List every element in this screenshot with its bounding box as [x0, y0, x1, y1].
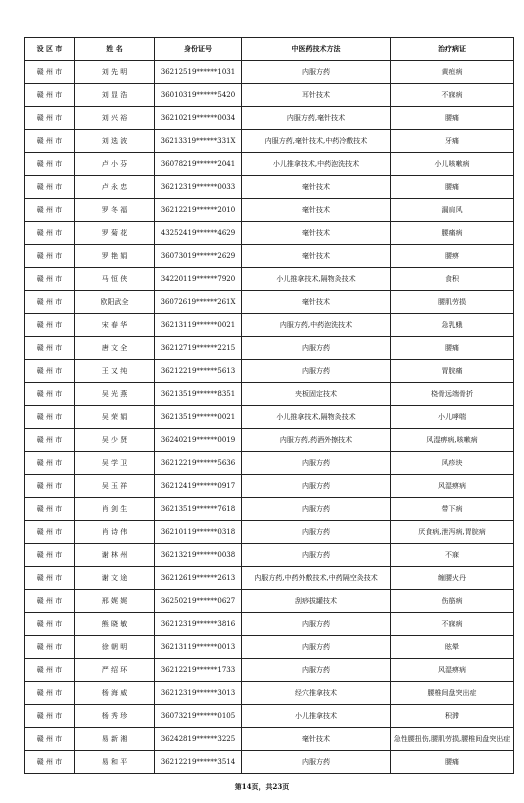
- cell-treated-condition: 腰肌劳损: [391, 291, 514, 314]
- cell-id-number: 36212219******1733: [155, 659, 242, 682]
- cell-treated-condition: 缠腰火丹: [391, 567, 514, 590]
- cell-city: 赣 州 市: [25, 429, 75, 452]
- table-row: [25, 590, 514, 613]
- cell-id-number: 36212519******1031: [155, 61, 242, 84]
- table-row: [25, 728, 514, 751]
- table-row: [25, 406, 514, 429]
- cell-id-number: 34220119******7920: [155, 268, 242, 291]
- cell-city: 赣 州 市: [25, 590, 75, 613]
- cell-tcm-technique: 内服方药: [242, 452, 391, 475]
- table-row: [25, 337, 514, 360]
- cell-tcm-technique: 内服方药: [242, 659, 391, 682]
- header-id-number: 身份证号: [155, 38, 242, 61]
- table-row: [25, 383, 514, 406]
- cell-name: 欧阳武全: [75, 291, 155, 314]
- cell-id-number: 36212319******0033: [155, 176, 242, 199]
- cell-city: 赣 州 市: [25, 360, 75, 383]
- cell-id-number: 36213119******0013: [155, 636, 242, 659]
- cell-id-number: 36250219******0627: [155, 590, 242, 613]
- cell-tcm-technique: 毫针技术: [242, 245, 391, 268]
- cell-name: 杨 海 威: [75, 682, 155, 705]
- cell-treated-condition: 桡骨远端骨折: [391, 383, 514, 406]
- cell-name: 熊 晓 敏: [75, 613, 155, 636]
- cell-treated-condition: 带下病: [391, 498, 514, 521]
- cell-name: 徐 朝 明: [75, 636, 155, 659]
- cell-tcm-technique: 内服方药: [242, 61, 391, 84]
- cell-name: 谢 文 途: [75, 567, 155, 590]
- cell-name: 王 又 纯: [75, 360, 155, 383]
- cell-tcm-technique: 内服方药: [242, 544, 391, 567]
- cell-tcm-technique: 刮痧拔罐技术: [242, 590, 391, 613]
- table-row: [25, 153, 514, 176]
- cell-name: 宋 春 华: [75, 314, 155, 337]
- table-row: [25, 360, 514, 383]
- cell-id-number: 36240219******0019: [155, 429, 242, 452]
- cell-name: 刘 显 浩: [75, 84, 155, 107]
- cell-tcm-technique: 毫针技术: [242, 199, 391, 222]
- cell-city: 赣 州 市: [25, 153, 75, 176]
- cell-city: 赣 州 市: [25, 751, 75, 774]
- table-row: [25, 498, 514, 521]
- cell-treated-condition: 牙痛: [391, 130, 514, 153]
- cell-id-number: 36213519******7618: [155, 498, 242, 521]
- cell-city: 赣 州 市: [25, 636, 75, 659]
- cell-tcm-technique: 内服方药,中药外敷技术,中药隔空灸技术: [242, 567, 391, 590]
- cell-name: 易 和 平: [75, 751, 155, 774]
- cell-city: 赣 州 市: [25, 613, 75, 636]
- cell-city: 赣 州 市: [25, 498, 75, 521]
- cell-treated-condition: 急乳蛾: [391, 314, 514, 337]
- cell-id-number: 36213219******0038: [155, 544, 242, 567]
- cell-city: 赣 州 市: [25, 268, 75, 291]
- cell-name: 严 绍 环: [75, 659, 155, 682]
- table-row: [25, 613, 514, 636]
- table-row: [25, 245, 514, 268]
- cell-id-number: 36212619******2613: [155, 567, 242, 590]
- cell-treated-condition: 风疹块: [391, 452, 514, 475]
- cell-id-number: 36212219******5613: [155, 360, 242, 383]
- cell-name: 罗 艳 娟: [75, 245, 155, 268]
- practitioner-table: [24, 37, 514, 774]
- header-city: 设 区 市: [25, 38, 75, 61]
- cell-city: 赣 州 市: [25, 130, 75, 153]
- cell-tcm-technique: 内服方药: [242, 337, 391, 360]
- cell-city: 赣 州 市: [25, 61, 75, 84]
- cell-id-number: 36213319******331X: [155, 130, 242, 153]
- header-name: 姓 名: [75, 38, 155, 61]
- cell-treated-condition: 不寐: [391, 544, 514, 567]
- table-row: [25, 636, 514, 659]
- cell-tcm-technique: 内服方药: [242, 751, 391, 774]
- cell-name: 马 恒 侠: [75, 268, 155, 291]
- cell-treated-condition: 急性腰扭伤,腰肌劳损,腰椎间盘突出症: [391, 728, 514, 751]
- cell-name: 吴 少 贤: [75, 429, 155, 452]
- page-number-footer: 第14页，共23页: [234, 782, 290, 791]
- cell-tcm-technique: 耳针技术: [242, 84, 391, 107]
- table-row: [25, 682, 514, 705]
- cell-tcm-technique: 内服方药: [242, 360, 391, 383]
- table-row: [25, 268, 514, 291]
- cell-treated-condition: 食积: [391, 268, 514, 291]
- cell-name: 罗 冬 福: [75, 199, 155, 222]
- cell-tcm-technique: 内服方药: [242, 613, 391, 636]
- cell-treated-condition: 腰痹: [391, 245, 514, 268]
- cell-tcm-technique: 内服方药: [242, 636, 391, 659]
- cell-tcm-technique: 小儿推拿技术,中药泡洗技术: [242, 153, 391, 176]
- cell-tcm-technique: 毫针技术: [242, 176, 391, 199]
- table-row: [25, 521, 514, 544]
- cell-treated-condition: 腰痛病: [391, 222, 514, 245]
- cell-name: 刘 选 波: [75, 130, 155, 153]
- table-row: [25, 291, 514, 314]
- cell-city: 赣 州 市: [25, 659, 75, 682]
- cell-treated-condition: 不寐病: [391, 613, 514, 636]
- cell-treated-condition: 腰痛: [391, 751, 514, 774]
- cell-id-number: 36212219******5636: [155, 452, 242, 475]
- cell-city: 赣 州 市: [25, 84, 75, 107]
- cell-tcm-technique: 毫针技术: [242, 728, 391, 751]
- cell-tcm-technique: 内服方药,中药泡洗技术: [242, 314, 391, 337]
- header-treated-condition: 治疗病证: [391, 38, 514, 61]
- cell-id-number: 36212719******2215: [155, 337, 242, 360]
- cell-treated-condition: 小儿咳嗽病: [391, 153, 514, 176]
- cell-tcm-technique: 内服方药,药酒外擦技术: [242, 429, 391, 452]
- cell-name: 卢 小 芬: [75, 153, 155, 176]
- cell-treated-condition: 厌食病,泄泻病,胃脘病: [391, 521, 514, 544]
- table-row: [25, 199, 514, 222]
- table-row: [25, 429, 514, 452]
- cell-tcm-technique: 毫针技术: [242, 222, 391, 245]
- cell-city: 赣 州 市: [25, 383, 75, 406]
- cell-treated-condition: 眩晕: [391, 636, 514, 659]
- table-row: [25, 314, 514, 337]
- table-row: [25, 130, 514, 153]
- cell-id-number: 36073219******0105: [155, 705, 242, 728]
- cell-city: 赣 州 市: [25, 475, 75, 498]
- table-header-row: [25, 38, 514, 61]
- cell-treated-condition: 风湿痹病: [391, 659, 514, 682]
- cell-id-number: 36212219******3514: [155, 751, 242, 774]
- cell-tcm-technique: 内服方药: [242, 521, 391, 544]
- table-row: [25, 84, 514, 107]
- cell-id-number: 36212419******0917: [155, 475, 242, 498]
- cell-name: 易 新 湘: [75, 728, 155, 751]
- cell-id-number: 36210119******0318: [155, 521, 242, 544]
- cell-id-number: 36073019******2629: [155, 245, 242, 268]
- cell-id-number: 36242819******3225: [155, 728, 242, 751]
- table-row: [25, 452, 514, 475]
- cell-name: 杨 秀 珍: [75, 705, 155, 728]
- cell-name: 吴 学 卫: [75, 452, 155, 475]
- table-row: [25, 475, 514, 498]
- cell-id-number: 36078219******2041: [155, 153, 242, 176]
- cell-treated-condition: 风湿痹病,咳嗽病: [391, 429, 514, 452]
- cell-name: 吴 光 燕: [75, 383, 155, 406]
- cell-id-number: 36072619******261X: [155, 291, 242, 314]
- cell-tcm-technique: 小儿推拿技术: [242, 705, 391, 728]
- cell-city: 赣 州 市: [25, 521, 75, 544]
- cell-city: 赣 州 市: [25, 452, 75, 475]
- cell-tcm-technique: 内服方药: [242, 498, 391, 521]
- table-row: [25, 107, 514, 130]
- cell-name: 肖 诗 伟: [75, 521, 155, 544]
- cell-name: 谢 林 州: [75, 544, 155, 567]
- cell-city: 赣 州 市: [25, 199, 75, 222]
- cell-tcm-technique: 毫针技术: [242, 291, 391, 314]
- table-row: [25, 222, 514, 245]
- cell-tcm-technique: 夹板固定技术: [242, 383, 391, 406]
- cell-treated-condition: 腰椎间盘突出症: [391, 682, 514, 705]
- cell-tcm-technique: 小儿推拿技术,隔物灸技术: [242, 406, 391, 429]
- cell-tcm-technique: 内服方药: [242, 475, 391, 498]
- cell-city: 赣 州 市: [25, 107, 75, 130]
- cell-treated-condition: 伤筋病: [391, 590, 514, 613]
- cell-id-number: 36213119******0021: [155, 314, 242, 337]
- cell-city: 赣 州 市: [25, 245, 75, 268]
- cell-city: 赣 州 市: [25, 406, 75, 429]
- cell-city: 赣 州 市: [25, 567, 75, 590]
- cell-city: 赣 州 市: [25, 544, 75, 567]
- cell-city: 赣 州 市: [25, 291, 75, 314]
- cell-treated-condition: 漏肩风: [391, 199, 514, 222]
- cell-treated-condition: 腰痛: [391, 176, 514, 199]
- cell-id-number: 36210219******0034: [155, 107, 242, 130]
- cell-id-number: 43252419******4629: [155, 222, 242, 245]
- cell-name: 吴 玉 祥: [75, 475, 155, 498]
- table-row: [25, 659, 514, 682]
- cell-treated-condition: 积滞: [391, 705, 514, 728]
- cell-tcm-technique: 小儿推拿技术,隔物灸技术: [242, 268, 391, 291]
- table-row: [25, 751, 514, 774]
- cell-name: 肖 剑 生: [75, 498, 155, 521]
- cell-city: 赣 州 市: [25, 682, 75, 705]
- cell-city: 赣 州 市: [25, 705, 75, 728]
- cell-treated-condition: 风湿痹病: [391, 475, 514, 498]
- cell-city: 赣 州 市: [25, 176, 75, 199]
- cell-treated-condition: 不寐病: [391, 84, 514, 107]
- cell-id-number: 36212219******2010: [155, 199, 242, 222]
- table-row: [25, 61, 514, 84]
- cell-city: 赣 州 市: [25, 314, 75, 337]
- cell-name: 吴 荣 娟: [75, 406, 155, 429]
- cell-city: 赣 州 市: [25, 728, 75, 751]
- table-row: [25, 567, 514, 590]
- cell-id-number: 36213519******8351: [155, 383, 242, 406]
- cell-treated-condition: 腰痛: [391, 107, 514, 130]
- cell-name: 唐 文 全: [75, 337, 155, 360]
- cell-name: 卢 永 忠: [75, 176, 155, 199]
- cell-city: 赣 州 市: [25, 337, 75, 360]
- cell-id-number: 36212319******3013: [155, 682, 242, 705]
- cell-treated-condition: 腰痛: [391, 337, 514, 360]
- cell-name: 邢 娓 娓: [75, 590, 155, 613]
- cell-treated-condition: 黄疸病: [391, 61, 514, 84]
- cell-name: 刘 先 明: [75, 61, 155, 84]
- cell-id-number: 36010319******5420: [155, 84, 242, 107]
- cell-city: 赣 州 市: [25, 222, 75, 245]
- cell-treated-condition: 小儿哮喘: [391, 406, 514, 429]
- table-row: [25, 544, 514, 567]
- cell-id-number: 36213519******0021: [155, 406, 242, 429]
- cell-id-number: 36212319******3816: [155, 613, 242, 636]
- cell-tcm-technique: 内服方药,毫针技术: [242, 107, 391, 130]
- table-row: [25, 705, 514, 728]
- cell-tcm-technique: 内服方药,毫针技术,中药冷敷技术: [242, 130, 391, 153]
- cell-treated-condition: 胃脘痛: [391, 360, 514, 383]
- table-row: [25, 176, 514, 199]
- cell-name: 罗 菊 花: [75, 222, 155, 245]
- cell-name: 刘 兴 裕: [75, 107, 155, 130]
- header-tcm-technique: 中医药技术方法: [242, 38, 391, 61]
- cell-tcm-technique: 经穴推拿技术: [242, 682, 391, 705]
